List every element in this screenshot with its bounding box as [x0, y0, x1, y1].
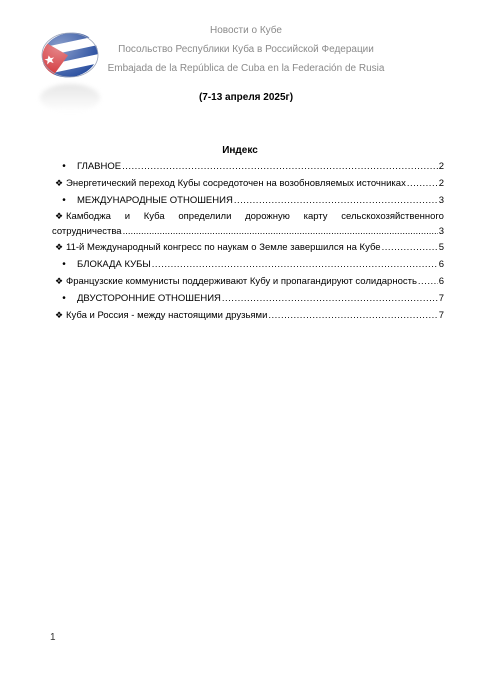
toc-item-word: дорожную	[245, 211, 290, 222]
toc-item-label: Энергетический переход Кубы сосредоточен на возобновляемых источниках	[66, 178, 406, 189]
toc-page-number: 3	[438, 195, 444, 206]
toc-leader	[382, 239, 438, 256]
table-of-contents	[52, 158, 444, 324]
toc-item-word: определили	[178, 211, 232, 222]
diamond-bullet-icon: ❖	[54, 178, 64, 188]
toc-item-label: Французские коммунисты поддерживают Кубу и пропагандируют солидарность	[66, 276, 417, 287]
toc-item-word: и	[124, 211, 130, 222]
toc-page-number: 3	[438, 226, 444, 237]
header-embassy-ru: Посольство Республики Куба в Российской Федерации	[118, 44, 374, 55]
toc-section-label: МЕЖДУНАРОДНЫЕ ОТНОШЕНИЯ	[77, 195, 233, 206]
toc-item-row[interactable]	[52, 175, 444, 192]
toc-leader	[407, 175, 438, 192]
diamond-bullet-icon: ❖	[54, 242, 64, 252]
toc-section-label: ГЛАВНОЕ	[77, 161, 122, 172]
toc-item-word: Камбоджа	[66, 211, 111, 222]
page-number: 1	[50, 632, 56, 643]
toc-item-word: Куба	[143, 211, 165, 222]
toc-item-row[interactable]	[52, 273, 444, 290]
toc-leader	[268, 307, 437, 324]
diamond-bullet-icon: ❖	[54, 310, 64, 320]
bullet-icon: •	[62, 161, 66, 172]
header-title: Новости о Кубе	[210, 25, 282, 36]
toc-page-number: 2	[438, 161, 444, 172]
bullet-icon: •	[62, 259, 66, 270]
toc-item-label: 11-й Международный конгресс по наукам о Земле завершился на Кубе	[66, 242, 381, 253]
toc-section-row[interactable]	[52, 290, 444, 307]
toc-item-row[interactable]	[52, 307, 444, 324]
bullet-icon: •	[62, 195, 66, 206]
toc-leader	[418, 273, 438, 290]
toc-page-number: 7	[438, 310, 444, 321]
toc-item-line1	[52, 209, 444, 224]
toc-leader	[123, 224, 438, 239]
toc-page-number: 5	[438, 242, 444, 253]
toc-item-word: карту	[303, 211, 328, 222]
toc-item-label: Куба и Россия - между настоящими друзьями	[66, 310, 268, 321]
toc-leader	[234, 192, 438, 209]
toc-section-row[interactable]	[52, 158, 444, 175]
toc-leader	[122, 158, 438, 175]
toc-item-row-wrapped[interactable]	[52, 209, 444, 239]
toc-section-row[interactable]	[52, 256, 444, 273]
toc-item-label-cont: сотрудничества	[52, 226, 122, 237]
toc-leader	[152, 256, 438, 273]
toc-section-row[interactable]	[52, 192, 444, 209]
toc-item-line2	[52, 224, 444, 239]
toc-item-word: сельскохозяйственного	[341, 211, 444, 222]
header-embassy-es: Embajada de la República de Cuba en la Federación de Rusia	[107, 63, 385, 74]
toc-item-row[interactable]	[52, 239, 444, 256]
toc-page-number: 7	[438, 293, 444, 304]
diamond-bullet-icon: ❖	[54, 276, 64, 286]
toc-page-number: 6	[438, 276, 444, 287]
toc-leader	[222, 290, 438, 307]
diamond-bullet-icon: ❖	[54, 211, 64, 221]
toc-page-number: 6	[438, 259, 444, 270]
toc-section-label: ДВУСТОРОННИЕ ОТНОШЕНИЯ	[77, 293, 221, 304]
toc-section-label: БЛОКАДА КУБЫ	[77, 259, 151, 270]
issue-period: (7-13 апреля 2025г)	[198, 92, 294, 103]
bullet-icon: •	[62, 293, 66, 304]
toc-page-number: 2	[438, 178, 444, 189]
toc-title: Индекс	[222, 145, 258, 156]
